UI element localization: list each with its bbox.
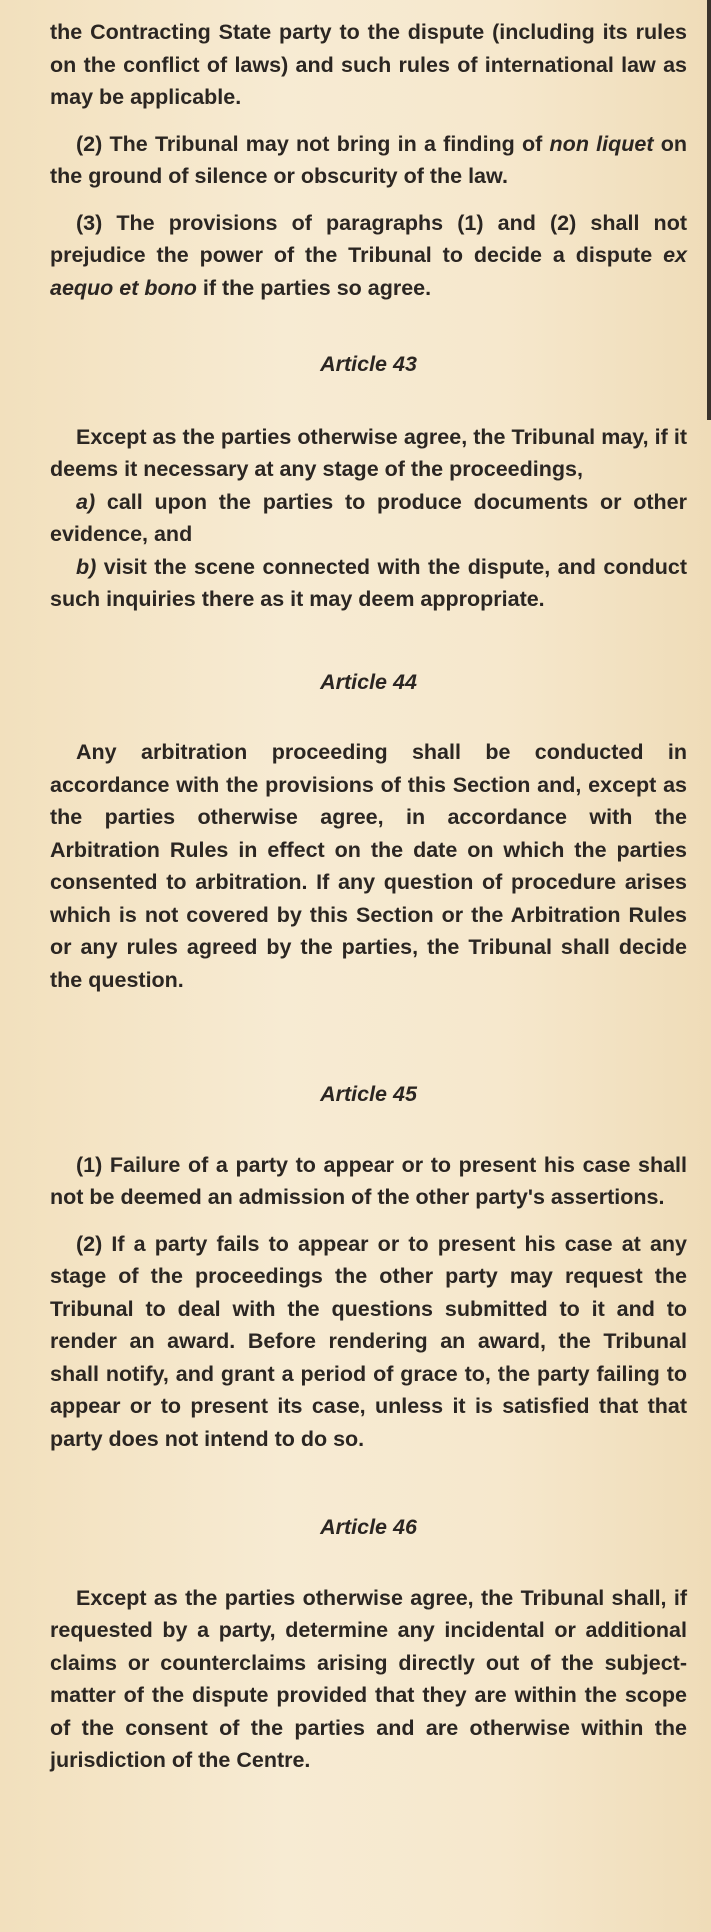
item-a-text: call upon the parties to produce documents or other evidence, and	[50, 489, 687, 546]
item-b-text: visit the scene connected with the dispute, and conduct such inquiries there as it may deem appropriate.	[50, 554, 687, 611]
page-edge-shadow	[707, 0, 711, 420]
paragraph-2-text-end: on the ground of silence or obscurity of the law.	[50, 131, 687, 188]
article-44-heading: Article 44	[320, 669, 417, 694]
article-45-paragraph-1: (1) Failure of a party to appear or to present his case shall not be deemed an admission of the other party's assertions.	[50, 1152, 687, 1209]
article-45-heading: Article 45	[320, 1082, 417, 1106]
item-a-marker: a)	[76, 489, 96, 514]
paragraph-2-latin-term: non liquet	[549, 131, 654, 156]
article-44-text: Any arbitration proceeding shall be conducted in accordance with the provisions of this Section and, except as the parties otherwise agree, in accordance with the Arbitration Rules in effect on the date on which the parties consented to arbitration. If any question of procedure arises which is not covered by this Section or the Arbitration Rules or any rules agreed by the parties, the Tribunal shall decide the question.	[50, 740, 687, 992]
article-46-text: Except as the parties otherwise agree, the Tribunal shall, if requested by a party, determine any incidental or additional claims or counterclaims arising directly out of the subject-matter of the dispute provided that they are within the scope of the consent of the parties and are otherwise within the jurisdiction of the Centre.	[50, 1585, 687, 1772]
article-43-item-b	[50, 551, 687, 616]
article-45-paragraph-2: (2) If a party fails to appear or to present his case at any stage of the proceedings the other party may request the Tribunal to deal with the questions submitted to it and to render an award. Before rendering an award, the Tribunal shall notify, and grant a period of grace to, the party failing to appear or to present its case, unless it is satisfied that that party does not intend to do so.	[50, 1231, 687, 1451]
article-43-intro: Except as the parties otherwise agree, the Tribunal may, if it deems it necessary at any stage of the proceedings,	[50, 424, 687, 481]
article-42-continuation: the Contracting State party to the dispute (including its rules on the conflict of laws) and such rules of international law as may be applicable.	[50, 20, 687, 109]
item-b-marker: b)	[76, 554, 97, 579]
paragraph-3-latin-term: ex aequo et bono	[50, 243, 687, 300]
paragraph-3-text-end: if the parties so agree.	[196, 275, 432, 300]
article-43-heading: Article 43	[320, 352, 417, 376]
article-46-heading: Article 46	[320, 1515, 417, 1539]
paragraph-2-text-start: (2) The Tribunal may not bring in a finding of	[76, 131, 550, 156]
paragraph-3-text-start: (3) The provisions of paragraphs (1) and (2) shall not prejudice the power of the Tribunal to decide a dispute	[50, 210, 687, 267]
article-42-paragraph-2	[50, 128, 687, 193]
article-42-paragraph-3	[50, 207, 687, 305]
article-43-item-a	[50, 486, 687, 551]
